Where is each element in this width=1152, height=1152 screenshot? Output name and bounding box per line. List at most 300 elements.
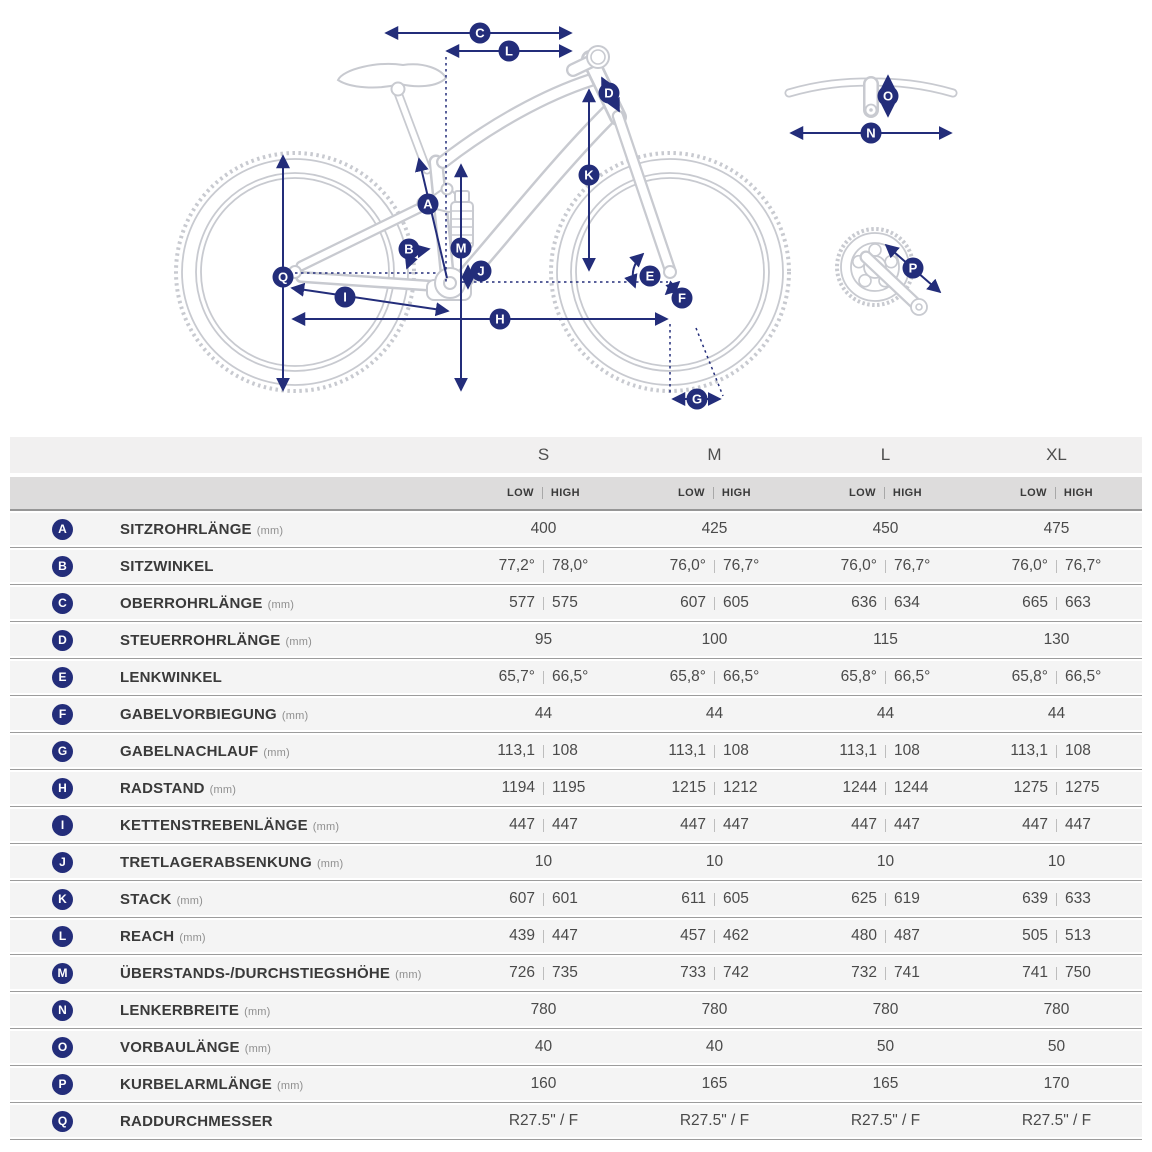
row-letter-badge: J xyxy=(52,852,73,873)
table-row-c xyxy=(10,587,1142,619)
low-value: 76,0° xyxy=(669,557,706,574)
diagram-label-q-text: Q xyxy=(277,269,289,285)
row-label-text: ÜBERSTANDS-/DURCHSTIEGSHÖHE (mm) xyxy=(120,964,422,982)
lowhigh-header-xl xyxy=(971,487,1142,499)
geo-value-cell xyxy=(458,557,629,575)
geo-value-cell: 50 xyxy=(1047,1038,1066,1055)
low-value: 636 xyxy=(851,594,877,611)
geo-value-cell: 780 xyxy=(872,1001,899,1018)
table-row-l xyxy=(10,920,1142,952)
high-value: 487 xyxy=(894,927,920,944)
diagram-label-c-text: C xyxy=(475,25,485,41)
value-divider xyxy=(714,819,715,832)
row-letter-badge: G xyxy=(52,741,73,762)
row-unit: (mm) xyxy=(244,1005,271,1018)
low-value: 76,0° xyxy=(1011,557,1048,574)
high-label: HIGH xyxy=(1063,487,1093,499)
high-value: 66,5° xyxy=(894,668,931,685)
diagram-label-o xyxy=(878,86,899,107)
row-label-text: TRETLAGERABSENKUNG (mm) xyxy=(120,853,344,871)
geo-value-cell: R27.5" / F xyxy=(850,1112,921,1129)
high-value: 619 xyxy=(894,890,920,907)
table-row-p xyxy=(10,1068,1142,1100)
value-divider xyxy=(1056,930,1057,943)
saddle-clamp xyxy=(392,83,405,96)
high-value: 447 xyxy=(723,816,749,833)
low-value: 732 xyxy=(851,964,877,981)
row-label xyxy=(10,630,458,651)
row-divider xyxy=(10,769,1142,770)
seat-tube xyxy=(436,162,448,282)
low-value: 1194 xyxy=(501,779,535,796)
value-divider xyxy=(714,930,715,943)
low-value: 741 xyxy=(1022,964,1048,981)
geo-value-cell xyxy=(800,890,971,908)
row-label xyxy=(10,667,458,688)
row-divider xyxy=(10,991,1142,992)
high-value: 741 xyxy=(894,964,920,981)
high-value: 663 xyxy=(1065,594,1091,611)
lowhigh-header-s xyxy=(458,487,629,499)
geo-value-cell xyxy=(458,779,629,797)
geo-value-cell xyxy=(971,890,1142,908)
geo-value-cell xyxy=(629,742,800,760)
value-divider xyxy=(885,745,886,758)
value-divider xyxy=(885,819,886,832)
row-label xyxy=(10,778,458,799)
row-label-text: STEUERROHRLÄNGE (mm) xyxy=(120,631,312,649)
high-value: 1195 xyxy=(552,779,586,796)
low-value: 1275 xyxy=(1013,779,1048,796)
table-row-k xyxy=(10,883,1142,915)
low-value: 447 xyxy=(1022,816,1048,833)
high-value: 447 xyxy=(1065,816,1091,833)
geo-value-cell xyxy=(800,742,971,760)
diagram-label-c xyxy=(470,23,491,44)
lowhigh-divider xyxy=(713,487,714,499)
row-label-text: STACK (mm) xyxy=(120,890,204,908)
low-value: 447 xyxy=(680,816,706,833)
geo-value-cell xyxy=(629,964,800,982)
high-label: HIGH xyxy=(550,487,580,499)
geo-value-cell xyxy=(458,742,629,760)
row-letter-badge: P xyxy=(52,1074,73,1095)
row-label xyxy=(10,926,458,947)
row-letter-badge: E xyxy=(52,667,73,688)
geo-value-cell xyxy=(629,668,800,686)
geo-value-cell xyxy=(971,594,1142,612)
diagram-label-k xyxy=(579,165,600,186)
row-label-text: RADSTAND (mm) xyxy=(120,779,237,797)
value-divider xyxy=(885,597,886,610)
size-header-s: S xyxy=(537,445,550,464)
low-value: 113,1 xyxy=(668,742,706,759)
geo-value-cell xyxy=(629,779,800,797)
value-divider xyxy=(543,745,544,758)
row-divider xyxy=(10,547,1142,548)
high-label: HIGH xyxy=(892,487,922,499)
low-value: 639 xyxy=(1022,890,1048,907)
geo-value-cell: 10 xyxy=(1047,853,1066,870)
geo-value-cell: 475 xyxy=(1043,520,1070,537)
row-divider xyxy=(10,1065,1142,1066)
row-unit: (mm) xyxy=(256,524,284,537)
geo-value-cell xyxy=(629,816,800,834)
value-divider xyxy=(714,745,715,758)
value-divider xyxy=(714,597,715,610)
row-divider xyxy=(10,695,1142,696)
geo-value-cell xyxy=(458,816,629,834)
row-label xyxy=(10,889,458,910)
dimension-I-chainstay xyxy=(292,288,448,311)
high-value: 735 xyxy=(552,964,578,981)
low-value: 65,8° xyxy=(669,668,706,685)
value-divider xyxy=(543,819,544,832)
table-row-q xyxy=(10,1105,1142,1137)
geo-value-cell: 44 xyxy=(705,705,724,722)
diagram-label-f xyxy=(672,288,693,309)
row-label-text: KURBELARMLÄNGE (mm) xyxy=(120,1075,304,1093)
diagram-label-g-text: G xyxy=(691,391,703,407)
value-divider xyxy=(543,597,544,610)
geo-value-cell: 400 xyxy=(530,520,557,537)
row-unit: (mm) xyxy=(209,783,237,796)
value-divider xyxy=(714,671,715,684)
row-label xyxy=(10,963,458,984)
geo-value-cell xyxy=(800,779,971,797)
diagram-label-n-text: N xyxy=(866,125,876,141)
geo-value-cell: 44 xyxy=(876,705,895,722)
row-unit: (mm) xyxy=(267,598,295,611)
table-row-i xyxy=(10,809,1142,841)
diagram-label-j-text: J xyxy=(477,263,485,279)
value-divider xyxy=(885,967,886,980)
value-divider xyxy=(714,967,715,980)
high-value: 575 xyxy=(552,594,578,611)
low-value: 665 xyxy=(1022,594,1048,611)
geo-value-cell: 165 xyxy=(701,1075,728,1092)
high-label: HIGH xyxy=(721,487,751,499)
low-label: LOW xyxy=(1020,487,1047,499)
diagram-label-g xyxy=(687,389,708,410)
value-divider xyxy=(1056,819,1057,832)
diagram-label-f-text: F xyxy=(678,290,686,306)
diagram-label-m xyxy=(451,238,472,259)
geo-value-cell: 780 xyxy=(701,1001,728,1018)
row-divider xyxy=(10,917,1142,918)
geo-value-cell: 780 xyxy=(1043,1001,1070,1018)
geometry-diagram-svg xyxy=(0,0,1152,437)
row-letter-badge: C xyxy=(52,593,73,614)
row-divider xyxy=(10,732,1142,733)
geo-value-cell: 10 xyxy=(705,853,724,870)
table-row-g xyxy=(10,735,1142,767)
row-letter-badge: F xyxy=(52,704,73,725)
row-label-text: RADDURCHMESSER xyxy=(120,1112,273,1130)
row-label xyxy=(10,593,458,614)
geo-value-cell xyxy=(458,668,629,686)
diagram-label-k-text: K xyxy=(584,167,594,183)
row-divider xyxy=(10,1028,1142,1029)
value-divider xyxy=(1056,893,1057,906)
row-letter-badge: D xyxy=(52,630,73,651)
value-divider xyxy=(1056,560,1057,573)
diagram-label-i xyxy=(335,287,356,308)
row-label xyxy=(10,1111,458,1132)
geo-value-cell xyxy=(629,890,800,908)
row-unit: (mm) xyxy=(395,968,422,981)
geo-value-cell: 40 xyxy=(705,1038,724,1055)
geo-value-cell xyxy=(800,927,971,945)
row-letter-badge: I xyxy=(52,815,73,836)
low-value: 439 xyxy=(509,927,535,944)
high-value: 605 xyxy=(723,594,749,611)
low-value: 733 xyxy=(680,964,706,981)
diagram-label-n xyxy=(861,123,882,144)
lowhigh-divider xyxy=(884,487,885,499)
low-value: 76,0° xyxy=(840,557,877,574)
geo-value-cell xyxy=(629,927,800,945)
value-divider xyxy=(885,560,886,573)
diagram-label-i-text: I xyxy=(343,289,347,305)
row-letter-badge: L xyxy=(52,926,73,947)
table-row-n xyxy=(10,994,1142,1026)
high-value: 66,5° xyxy=(552,668,589,685)
geometry-table xyxy=(10,437,1142,1140)
low-value: 577 xyxy=(509,594,535,611)
high-value: 462 xyxy=(723,927,749,944)
row-label-text: KETTENSTREBENLÄNGE (mm) xyxy=(120,816,340,834)
lowhigh-divider xyxy=(542,487,543,499)
geo-value-cell: 100 xyxy=(701,631,728,648)
geo-value-cell: 95 xyxy=(534,631,553,648)
row-divider xyxy=(10,584,1142,585)
low-value: 113,1 xyxy=(839,742,877,759)
row-divider xyxy=(10,806,1142,807)
seatpost xyxy=(395,85,427,170)
table-row-b xyxy=(10,550,1142,582)
row-divider xyxy=(10,954,1142,955)
row-letter-badge: H xyxy=(52,778,73,799)
diagram-label-d xyxy=(599,83,620,104)
high-value: 447 xyxy=(552,816,578,833)
geo-value-cell xyxy=(971,816,1142,834)
row-label xyxy=(10,1037,458,1058)
size-header-m: M xyxy=(707,445,722,464)
row-divider xyxy=(10,621,1142,622)
row-label xyxy=(10,815,458,836)
row-unit: (mm) xyxy=(263,746,290,759)
row-letter-badge: A xyxy=(52,519,73,540)
diagram-label-j xyxy=(471,261,492,282)
value-divider xyxy=(543,967,544,980)
size-header-l: L xyxy=(880,445,891,464)
geo-value-cell xyxy=(458,927,629,945)
row-label xyxy=(10,741,458,762)
row-letter-badge: Q xyxy=(52,1111,73,1132)
geo-value-cell: 130 xyxy=(1043,631,1070,648)
geo-value-cell: 425 xyxy=(701,520,728,537)
row-label-text: SITZWINKEL xyxy=(120,557,214,575)
row-letter-badge: M xyxy=(52,963,73,984)
row-unit: (mm) xyxy=(316,857,344,870)
high-value: 1244 xyxy=(894,779,929,796)
diagram-label-h xyxy=(490,309,511,330)
geo-value-cell: 115 xyxy=(873,631,898,648)
geo-value-cell: 450 xyxy=(872,520,899,537)
value-divider xyxy=(714,560,715,573)
value-divider xyxy=(1056,745,1057,758)
table-row-e xyxy=(10,661,1142,693)
saddle xyxy=(338,64,446,88)
geo-value-cell xyxy=(629,557,800,575)
lowhigh-header-m xyxy=(629,487,800,499)
row-label xyxy=(10,1000,458,1021)
low-value: 457 xyxy=(680,927,706,944)
geo-value-cell xyxy=(458,964,629,982)
geo-value-cell: R27.5" / F xyxy=(679,1112,750,1129)
diagram-label-o-text: O xyxy=(882,88,894,104)
row-divider xyxy=(10,880,1142,881)
value-divider xyxy=(1056,671,1057,684)
size-header-xl: XL xyxy=(1046,445,1067,464)
high-value: 66,5° xyxy=(723,668,760,685)
pedal-boss xyxy=(911,299,927,315)
diagram-label-m-text: M xyxy=(455,240,467,256)
high-value: 605 xyxy=(723,890,749,907)
row-divider xyxy=(10,1102,1142,1103)
geo-value-cell: 40 xyxy=(534,1038,553,1055)
diagram-label-e xyxy=(640,266,661,287)
high-value: 76,7° xyxy=(894,557,931,574)
row-label-text: VORBAULÄNGE (mm) xyxy=(120,1038,272,1056)
row-label xyxy=(10,519,458,540)
row-label xyxy=(10,1074,458,1095)
high-value: 1275 xyxy=(1065,779,1100,796)
row-label xyxy=(10,704,458,725)
table-row-d xyxy=(10,624,1142,656)
value-divider xyxy=(885,893,886,906)
value-divider xyxy=(543,560,544,573)
low-value: 1215 xyxy=(671,779,706,796)
low-value: 607 xyxy=(509,890,535,907)
geo-value-cell xyxy=(800,668,971,686)
low-value: 65,7° xyxy=(498,668,535,685)
row-label-text: LENKERBREITE (mm) xyxy=(120,1001,271,1019)
value-divider xyxy=(543,930,544,943)
diagram-label-a xyxy=(418,194,439,215)
row-divider xyxy=(10,658,1142,659)
value-divider xyxy=(885,930,886,943)
geo-value-cell: 10 xyxy=(876,853,895,870)
row-unit: (mm) xyxy=(281,709,309,722)
geo-value-cell xyxy=(971,557,1142,575)
geo-value-cell: R27.5" / F xyxy=(1021,1112,1092,1129)
lowhigh-divider xyxy=(1055,487,1056,499)
geo-value-cell: R27.5" / F xyxy=(508,1112,579,1129)
row-unit: (mm) xyxy=(176,894,204,907)
high-value: 742 xyxy=(723,964,749,981)
diagram-label-l-text: L xyxy=(505,43,513,59)
row-unit: (mm) xyxy=(276,1079,304,1092)
row-label-text: OBERROHRLÄNGE (mm) xyxy=(120,594,295,612)
diagram-label-a-text: A xyxy=(423,196,433,212)
low-value: 65,8° xyxy=(1011,668,1048,685)
low-label: LOW xyxy=(678,487,705,499)
value-divider xyxy=(885,671,886,684)
diagram-label-q xyxy=(273,267,294,288)
value-divider xyxy=(885,782,886,795)
table-row-o xyxy=(10,1031,1142,1063)
low-value: 113,1 xyxy=(497,742,535,759)
high-value: 447 xyxy=(552,927,578,944)
row-letter-badge: K xyxy=(52,889,73,910)
row-divider xyxy=(10,1139,1142,1140)
geo-value-cell xyxy=(971,964,1142,982)
low-value: 607 xyxy=(680,594,706,611)
table-row-h xyxy=(10,772,1142,804)
row-label xyxy=(10,852,458,873)
geo-value-cell xyxy=(629,594,800,612)
row-label-text: SITZROHRLÄNGE (mm) xyxy=(120,520,284,538)
low-value: 625 xyxy=(851,890,877,907)
row-unit: (mm) xyxy=(179,931,206,944)
row-unit: (mm) xyxy=(285,635,312,648)
geo-value-cell: 50 xyxy=(876,1038,895,1055)
value-divider xyxy=(1056,967,1057,980)
size-header-row xyxy=(10,437,1142,473)
high-value: 108 xyxy=(723,742,749,759)
low-value: 611 xyxy=(681,890,706,907)
value-divider xyxy=(714,782,715,795)
geo-value-cell xyxy=(800,816,971,834)
table-row-f xyxy=(10,698,1142,730)
high-value: 634 xyxy=(894,594,920,611)
high-value: 750 xyxy=(1065,964,1091,981)
high-value: 513 xyxy=(1065,927,1091,944)
high-value: 76,7° xyxy=(1065,557,1102,574)
value-divider xyxy=(1056,782,1057,795)
geo-value-cell xyxy=(800,557,971,575)
row-letter-badge: N xyxy=(52,1000,73,1021)
row-letter-badge: O xyxy=(52,1037,73,1058)
low-value: 726 xyxy=(509,964,535,981)
high-value: 1212 xyxy=(723,779,758,796)
table-rows xyxy=(10,513,1142,1140)
geo-value-cell: 44 xyxy=(534,705,553,722)
value-divider xyxy=(1056,597,1057,610)
diagram-label-d-text: D xyxy=(604,85,614,101)
diagram-label-h-text: H xyxy=(495,311,505,327)
high-value: 76,7° xyxy=(723,557,760,574)
geo-value-cell: 165 xyxy=(872,1075,899,1092)
handlebar-front-view xyxy=(789,82,953,116)
low-value: 505 xyxy=(1022,927,1048,944)
row-label-text: LENKWINKEL xyxy=(120,668,222,686)
diagram-label-b-text: B xyxy=(404,241,414,257)
diagram-label-e-text: E xyxy=(645,268,655,284)
geo-value-cell xyxy=(971,779,1142,797)
row-unit: (mm) xyxy=(312,820,340,833)
high-value: 633 xyxy=(1065,890,1091,907)
diagram-label-l xyxy=(499,41,520,62)
row-label-text: GABELNACHLAUF (mm) xyxy=(120,742,290,760)
diagram-label-b xyxy=(399,239,420,260)
geo-value-cell: 170 xyxy=(1043,1075,1070,1092)
lowhigh-header-row xyxy=(10,477,1142,511)
high-value: 108 xyxy=(552,742,578,759)
high-value: 601 xyxy=(552,890,578,907)
